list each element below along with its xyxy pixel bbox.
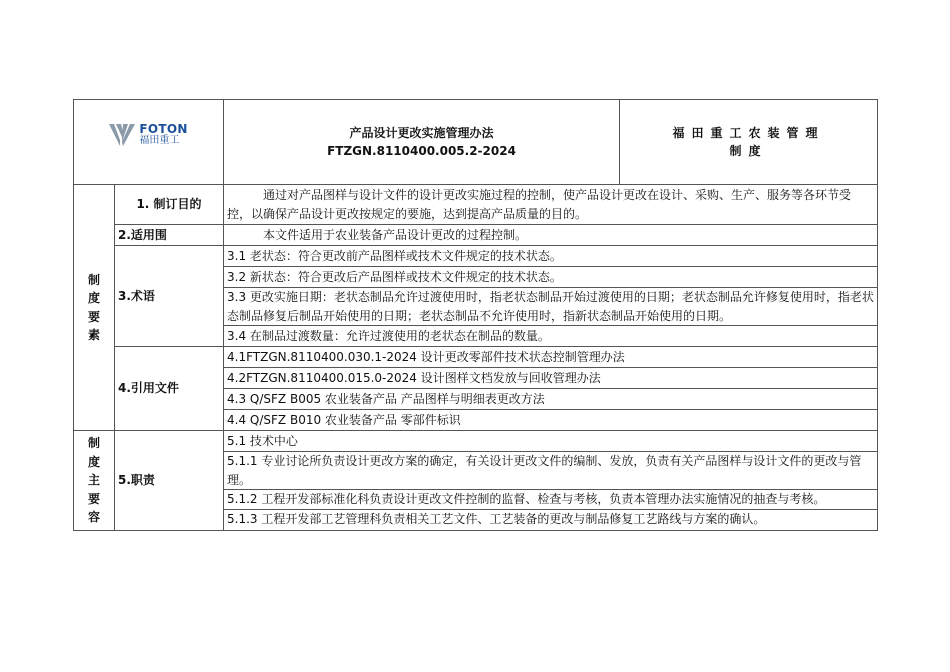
foton-logo <box>109 121 188 146</box>
term-item: 3.3 更改实施日期：老状态制品允许过渡使用时，指老状态制品开始过渡使用的日期；老状态制品允许修复使用时，指老状态制品修复后制品开始使用的日期；老状态制品不允许使用时，指新状态制品开始使用的日期。 <box>224 288 878 326</box>
logo-cell <box>74 100 224 185</box>
reference-item: 4.2FTZGN.8110400.015.0-2024 设计图样文档发放与回收管理办法 <box>224 368 878 389</box>
purpose-text: 通过对产品图样与设计文件的设计更改实施过程的控制，使产品设计更改在设计、采购、生产、服务等各环节受控，以确保产品设计更改按规定的要施，达到提高产品质量的目的。 <box>224 185 878 225</box>
reference-item: 4.1FTZGN.8110400.030.1-2024 设计更改零部件技术状态控制管理办法 <box>224 347 878 368</box>
section-content-label: 制 度 主 要 容 <box>74 431 115 531</box>
section-elements-label: 制 度 要 素 <box>74 185 115 431</box>
company-name: 福田重工农装管理 <box>672 125 825 140</box>
term-item: 3.2 新状态：符合更改后产品图样或技术文件规定的技术状态。 <box>224 267 878 288</box>
term-item: 3.4 在制品过渡数量：允许过渡使用的老状态在制品的数量。 <box>224 326 878 347</box>
purpose-row <box>74 185 878 225</box>
term-row <box>74 246 878 267</box>
scope-label: 2.适用围 <box>115 225 224 246</box>
scope-text: 本文件适用于农业装备产品设计更改的过程控制。 <box>224 225 878 246</box>
reference-item: 4.3 Q/SFZ B005 农业装备产品 产品图样与明细表更改方法 <box>224 389 878 410</box>
logo-cn-text: 福田重工 <box>139 134 180 146</box>
duties-label: 5.职责 <box>115 431 224 531</box>
title-cell <box>224 100 620 185</box>
scope-row <box>74 225 878 246</box>
duty-item: 5.1.3 工程开发部工艺管理科负责相关工艺文件、工艺装备的更改与制品修复工艺路线与方案的确认。 <box>224 509 878 530</box>
duty-row <box>74 431 878 452</box>
document-table <box>73 99 878 531</box>
logo-en-text: FOTON <box>139 121 188 136</box>
duty-item: 5.1.1 专业讨论所负责设计更改方案的确定，有关设计更改文件的编制、发放，负责有关产品图样与设计文件的更改与管理。 <box>224 452 878 490</box>
document-code: FTZGN.8110400.005.2-2024 <box>327 144 516 158</box>
duty-item: 5.1 技术中心 <box>224 431 878 452</box>
references-label: 4.引用文件 <box>115 347 224 431</box>
term-item: 3.1 老状态：符合更改前产品图样或技术文件规定的技术状态。 <box>224 246 878 267</box>
company-cell <box>620 100 878 185</box>
reference-row <box>74 347 878 368</box>
duty-item: 5.1.2 工程开发部标准化科负责设计更改文件控制的监督、检查与考核，负责本管理办法实施情况的抽查与考核。 <box>224 490 878 510</box>
system-label: 制度 <box>729 144 768 158</box>
reference-item: 4.4 Q/SFZ B010 农业装备产品 零部件标识 <box>224 410 878 431</box>
foton-emblem-icon <box>109 124 135 146</box>
header-row <box>74 100 878 185</box>
terms-label: 3.术语 <box>115 246 224 347</box>
document-title: 产品设计更改实施管理办法 <box>349 125 494 140</box>
purpose-label: 1. 制订目的 <box>115 185 224 225</box>
